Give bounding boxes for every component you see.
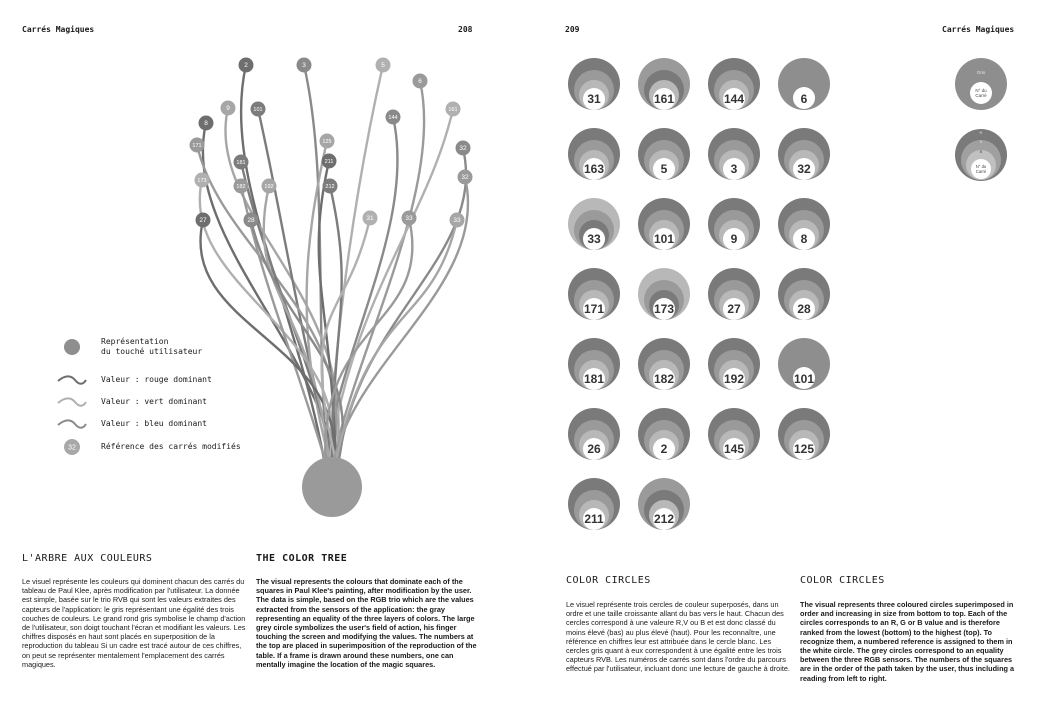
color-circle-33 <box>567 197 621 251</box>
color-circle-161 <box>637 57 691 111</box>
svg-text:33: 33 <box>405 215 413 223</box>
left-page-number: 208 <box>458 25 473 34</box>
tree-node-2 <box>239 58 254 73</box>
user-touch-circle <box>302 457 362 517</box>
circle-number: 101 <box>653 232 675 246</box>
color-circle-2 <box>637 407 691 461</box>
key-grey-arc-label: Gris <box>976 70 986 75</box>
color-circle-27 <box>707 267 761 321</box>
legend-red-label: Valeur : rouge dominant <box>101 375 212 384</box>
tree-node-33 <box>402 211 417 226</box>
svg-text:192: 192 <box>264 184 274 191</box>
legend-green-label: Valeur : vert dominant <box>101 397 207 406</box>
color-circle-182 <box>637 337 691 391</box>
circle-number: 144 <box>723 92 745 106</box>
svg-text:9: 9 <box>226 105 230 113</box>
svg-text:212: 212 <box>325 184 335 191</box>
key-bottom-label-2: Carré <box>975 169 987 174</box>
circle-number: 2 <box>660 442 668 456</box>
circle-number: 27 <box>727 302 741 316</box>
circle-number: 32 <box>797 162 811 176</box>
circle-number: 182 <box>653 372 675 386</box>
legend-red <box>55 371 212 389</box>
color-circle-212 <box>637 477 691 531</box>
color-circle-8 <box>777 197 831 251</box>
key-arc-r: R <box>979 130 983 135</box>
color-circle-211 <box>567 477 621 531</box>
color-circle-101 <box>777 337 831 391</box>
circle-number: 163 <box>583 162 605 176</box>
legend-blue-label: Valeur : bleu dominant <box>101 419 207 428</box>
key-rgb-circle <box>954 128 1008 182</box>
circle-number: 6 <box>800 92 808 106</box>
right-page-number: 209 <box>565 25 580 34</box>
tree-node-5 <box>376 58 391 73</box>
color-circle-163 <box>567 127 621 181</box>
tree-node-32 <box>458 170 473 185</box>
key-bottom-label-1: N° du <box>975 164 987 169</box>
ref-badge-icon <box>55 438 89 456</box>
circle-number: 125 <box>793 442 815 456</box>
color-circle-173 <box>637 267 691 321</box>
tree-node-192 <box>262 179 277 194</box>
tree-node-211 <box>322 154 337 169</box>
svg-text:32: 32 <box>461 174 469 182</box>
svg-text:2: 2 <box>244 62 248 70</box>
svg-text:181: 181 <box>236 160 246 167</box>
legend-green <box>55 393 207 411</box>
svg-text:3: 3 <box>302 62 306 70</box>
key-top-label-2: Carré <box>975 93 987 98</box>
svg-text:173: 173 <box>197 178 207 185</box>
red-wave-icon <box>55 371 89 389</box>
en-tree-title: THE COLOR TREE <box>256 553 348 564</box>
left-running-head: Carrés Magiques <box>22 25 95 34</box>
tree-branch <box>322 218 370 470</box>
tree-node-182 <box>234 179 249 194</box>
color-circle-5 <box>637 127 691 181</box>
legend-blue <box>55 415 207 433</box>
svg-text:161: 161 <box>448 107 458 114</box>
circle-number: 8 <box>800 232 808 246</box>
tree-node-27 <box>196 213 211 228</box>
circle-number: 173 <box>653 302 675 316</box>
en-tree-body: The visual represents the colours that dominate each of the squares in Paul Klee's painting, after modification by the user. The data is simple, based on the RGB trio which are the values extracted from the sensors of the application: the gray representing an equality of the three layers of colors. The large grey circle symbolizes the user's field of action, his finger touching the screen and modifying the values. The numbers at the top are placed in superimposition of the reproduction of the table. If a frame is drawn around these numbers, one can mentally imagine the location of the magic squares. <box>256 577 477 669</box>
tree-node-3 <box>297 58 312 73</box>
legend-ref-label: Référence des carrés modifiés <box>101 442 241 451</box>
circle-number: 3 <box>730 162 738 176</box>
right-running-head: Carrés Magiques <box>942 25 1015 34</box>
circle-number: 28 <box>797 302 811 316</box>
circle-number: 9 <box>730 232 738 246</box>
tree-node-31 <box>363 211 378 226</box>
color-circle-26 <box>567 407 621 461</box>
color-circle-171 <box>567 267 621 321</box>
circle-number: 171 <box>583 302 605 316</box>
fr-circles-title: COLOR CIRCLES <box>566 575 651 586</box>
circle-number: 181 <box>583 372 605 386</box>
circle-number: 145 <box>723 442 745 456</box>
key-arc-v: V <box>979 139 983 144</box>
tree-node-101 <box>251 102 266 117</box>
color-circle-101 <box>637 197 691 251</box>
tree-node-173 <box>195 173 210 188</box>
tree-node-33 <box>450 213 465 228</box>
color-circle-144 <box>707 57 761 111</box>
tree-node-8 <box>199 116 214 131</box>
tree-node-125 <box>320 134 335 149</box>
svg-text:8: 8 <box>204 120 208 128</box>
touch-circle-icon <box>55 338 89 356</box>
circle-number: 192 <box>723 372 745 386</box>
tree-node-6 <box>413 74 428 89</box>
key-arc-b: B <box>979 149 983 154</box>
tree-node-171 <box>190 138 205 153</box>
svg-text:101: 101 <box>253 107 263 114</box>
color-circle-9 <box>707 197 761 251</box>
circle-number: 31 <box>587 92 601 106</box>
tree-node-212 <box>323 179 338 194</box>
svg-text:171: 171 <box>192 143 202 150</box>
ref-badge-number: 32 <box>68 444 76 452</box>
color-circle-192 <box>707 337 761 391</box>
color-circle-6 <box>777 57 831 111</box>
tree-node-28 <box>244 213 259 228</box>
blue-wave-icon <box>55 415 89 433</box>
svg-text:27: 27 <box>199 217 207 225</box>
green-wave-icon <box>55 393 89 411</box>
color-circle-125 <box>777 407 831 461</box>
tree-node-161 <box>446 102 461 117</box>
circle-number: 26 <box>587 442 601 456</box>
circle-number: 33 <box>587 232 601 246</box>
color-circle-181 <box>567 337 621 391</box>
color-circle-28 <box>777 267 831 321</box>
svg-text:144: 144 <box>388 115 398 122</box>
svg-text:31: 31 <box>366 215 374 223</box>
en-circles-title: COLOR CIRCLES <box>800 575 885 586</box>
circle-number: 5 <box>660 162 668 176</box>
fr-tree-title: L'ARBRE AUX COULEURS <box>22 553 153 564</box>
tree-node-32 <box>456 141 471 156</box>
tree-node-144 <box>386 110 401 125</box>
tree-node-9 <box>221 101 236 116</box>
color-circle-32 <box>777 127 831 181</box>
circle-number: 211 <box>584 512 604 526</box>
en-circles-body: The visual represents three coloured circles superimposed in order and increasing in size from bottom to top. Each of the circles corresponds to an R, G or B value and is therefore ranked from the lowest (bottom) to the highest (top). To recognize them, a numbered reference is assigned to them in the white circle. The grey circles correspond to an equality between the three RGB sensors. The numbers of the squares are in the order of the path taken by the user, thus including a reading from left to right. <box>800 600 1015 683</box>
svg-text:211: 211 <box>324 159 334 166</box>
svg-text:33: 33 <box>453 217 461 225</box>
fr-tree-body: Le visuel représente les couleurs qui dominent chacun des carrés du tableau de Paul Klee, après modification par l'utilisateur. La donnée est simple, basée sur le trio RVB qui sont les valeurs extraites des capteurs de l'application: le gris représentant une égalité des trois couches de couleurs. Le grand rond gris symbolise le champ d'action de l'utilisateur, son doigt touchant l'écran et modifiant les valeurs. Les chiffres disposés en haut sont placés en superposition de la reproduction du tableau Si un cadre est tracé autour de ces chiffres, on peut se représenter mentalement l'emplacement des carrés magiques. <box>22 577 246 669</box>
svg-text:32: 32 <box>459 145 467 153</box>
circle-number: 101 <box>793 372 815 386</box>
legend-representation <box>55 338 202 356</box>
tree-node-181 <box>234 155 249 170</box>
fr-circles-body: Le visuel représente trois cercles de couleur superposés, dans un ordre et une taille croissante allant du bas vers le haut. Chacun des cercles correspond à une valeure R,V ou B et est donc classé du moins élevé (bas) au plus élevé (haut). Pour les reconnaître, une référence en chiffres leur est attribuée dans le cercle blanc. Les cercles gris quant à eux correspondent à une égalité entre les trois capteurs RVB. Les numéros de carrés sont dans l'ordre du parcours effectué par l'utilisateur, incluant donc une lecture de gauche à droite. <box>566 600 790 674</box>
svg-text:28: 28 <box>247 217 255 225</box>
color-circle-3 <box>707 127 761 181</box>
legend-ref <box>55 438 241 456</box>
circle-number: 161 <box>653 92 675 106</box>
legend-representation-label: Représentation du touché utilisateur <box>101 337 203 356</box>
key-top-label-1: N° du <box>975 88 987 93</box>
circle-number: 212 <box>653 512 675 526</box>
key-grey-circle <box>954 57 1008 111</box>
svg-text:125: 125 <box>322 139 332 146</box>
svg-text:5: 5 <box>381 62 385 70</box>
svg-text:6: 6 <box>418 78 422 86</box>
svg-text:182: 182 <box>236 184 246 191</box>
color-circle-145 <box>707 407 761 461</box>
color-circle-31 <box>567 57 621 111</box>
